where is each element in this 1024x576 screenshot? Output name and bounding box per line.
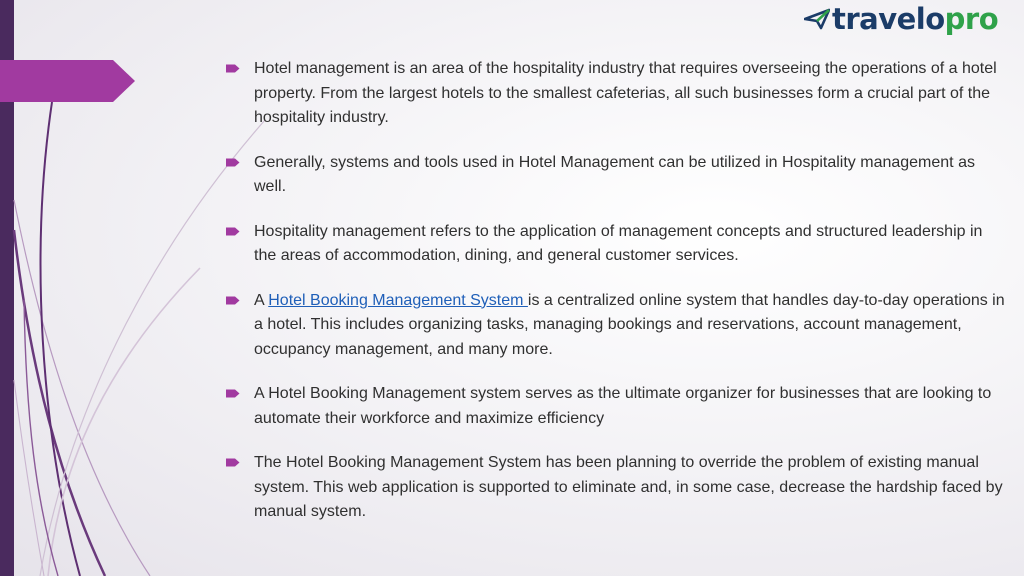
logo-text-accent: pro	[944, 2, 999, 36]
arrow-bullet-icon	[226, 457, 240, 468]
bullet-text: The Hotel Booking Management System has been planning to override the problem of existing manual system. This web application is supported to eliminate and, in some case, decrease the hardship faced by manual system.	[254, 454, 1003, 520]
bullet-text-after-link: is a centralized online system that handles day-to-day operations in a hotel. This includes organizing tasks, managing bookings and reservations, account management, occupancy management, and many more.	[254, 291, 1005, 358]
bullet-text: Generally, systems and tools used in Hotel Management can be utilized in Hospitality management as well.	[254, 153, 975, 195]
bullet-item	[226, 451, 1006, 525]
bullet-text: Hospitality management refers to the application of management concepts and structured leadership in the areas of accommodation, dining, and general customer services.	[254, 222, 983, 264]
arrow-bullet-icon	[226, 63, 240, 74]
paper-plane-icon	[804, 8, 830, 30]
arrow-bullet-icon	[226, 226, 240, 237]
arrow-bullet-icon	[226, 295, 240, 306]
bullet-item	[226, 382, 1006, 431]
bullet-item	[226, 220, 1006, 269]
logo-text: travelopro	[832, 2, 999, 36]
bullet-item	[226, 289, 1006, 363]
hotel-booking-system-link[interactable]: Hotel Booking Management System	[268, 291, 528, 309]
bullet-list	[226, 57, 1006, 545]
title-arrow-tab	[0, 60, 135, 102]
bullet-text-before-link: A	[254, 291, 269, 309]
travelopro-logo	[804, 2, 998, 36]
bullet-text: A Hotel Booking Management system serves as the ultimate organizer for businesses that are looking to automate their workforce and maximize efficiency	[254, 385, 992, 427]
bullet-item	[226, 151, 1006, 200]
arrow-bullet-icon	[226, 157, 240, 168]
arrow-bullet-icon	[226, 388, 240, 399]
bullet-text: Hotel management is an area of the hospitality industry that requires overseeing the operations of a hotel property. From the largest hotels to the smallest cafeterias, all such businesses form a crucial part of the hospitality industry.	[254, 60, 997, 126]
bullet-item	[226, 57, 1006, 131]
